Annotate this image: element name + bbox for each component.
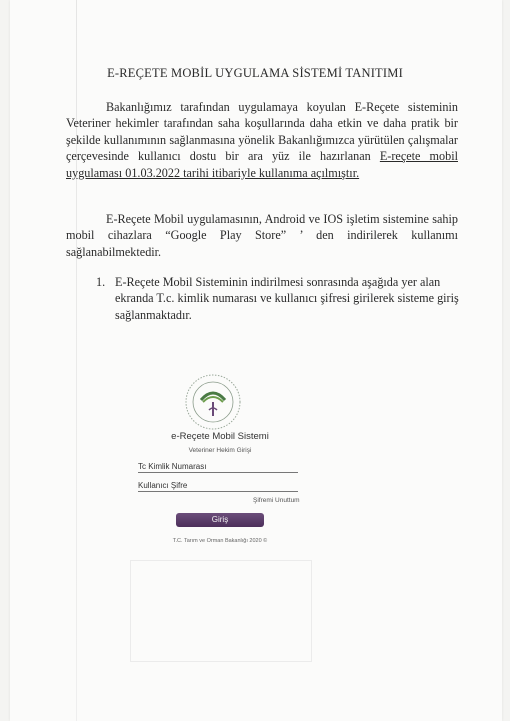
- login-button[interactable]: Giriş: [176, 513, 264, 527]
- copyright-footer: T.C. Tarım ve Orman Bakanlığı 2020 ©: [172, 538, 268, 544]
- ministry-emblem-icon: [183, 372, 243, 432]
- list-item: [96, 274, 460, 323]
- document-title: E-REÇETE MOBİL UYGULAMA SİSTEMİ TANITIMI: [107, 66, 403, 80]
- ghost-panel: [130, 560, 312, 662]
- password-field[interactable]: Kullanıcı Şifre: [138, 481, 298, 492]
- launch-date-text: E-reçete mobil uygulaması 01.03.2022 tarihi itibariyle kullanıma açılmıştır.: [66, 149, 458, 180]
- list-item-number: 1.: [96, 275, 106, 289]
- intro-text: Bakanlığımız tarafından uygulamaya koyulan E-Reçete sisteminin Veteriner hekimler tarafından saha koşullarında daha etkin ve daha pratik bir şekilde kullanımının sağlanmasına yönelik Bakanlığımızca yürütülen çalışmalar çerçevesinde kullanıcı dostu bir ara yüz ile hazırlanan: [66, 100, 458, 164]
- download-paragraph: E-Reçete Mobil uygulamasının, Android ve IOS işletim sistemine sahip mobil cihazlara “Google Play Store” ’ den indirilerek kullanımı sağlanabilmektedir.: [66, 212, 458, 259]
- tc-number-field[interactable]: Tc Kimlik Numarası: [138, 462, 298, 473]
- list-item-text: E-Reçete Mobil Sisteminin indirilmesi sonrasında aşağıda yer alan ekranda T.c. kimlik numarası ve kullanıcı şifresi girilerek sisteme giriş sağlanmaktadır.: [115, 275, 459, 322]
- app-title: e-Reçete Mobil Sistemi: [171, 431, 269, 442]
- intro-paragraph: [66, 99, 458, 181]
- login-subtitle: Veteriner Hekim Girişi: [188, 447, 252, 454]
- forgot-password-link[interactable]: Şifremi Unuttum: [253, 497, 300, 504]
- login-screenshot: [110, 365, 330, 685]
